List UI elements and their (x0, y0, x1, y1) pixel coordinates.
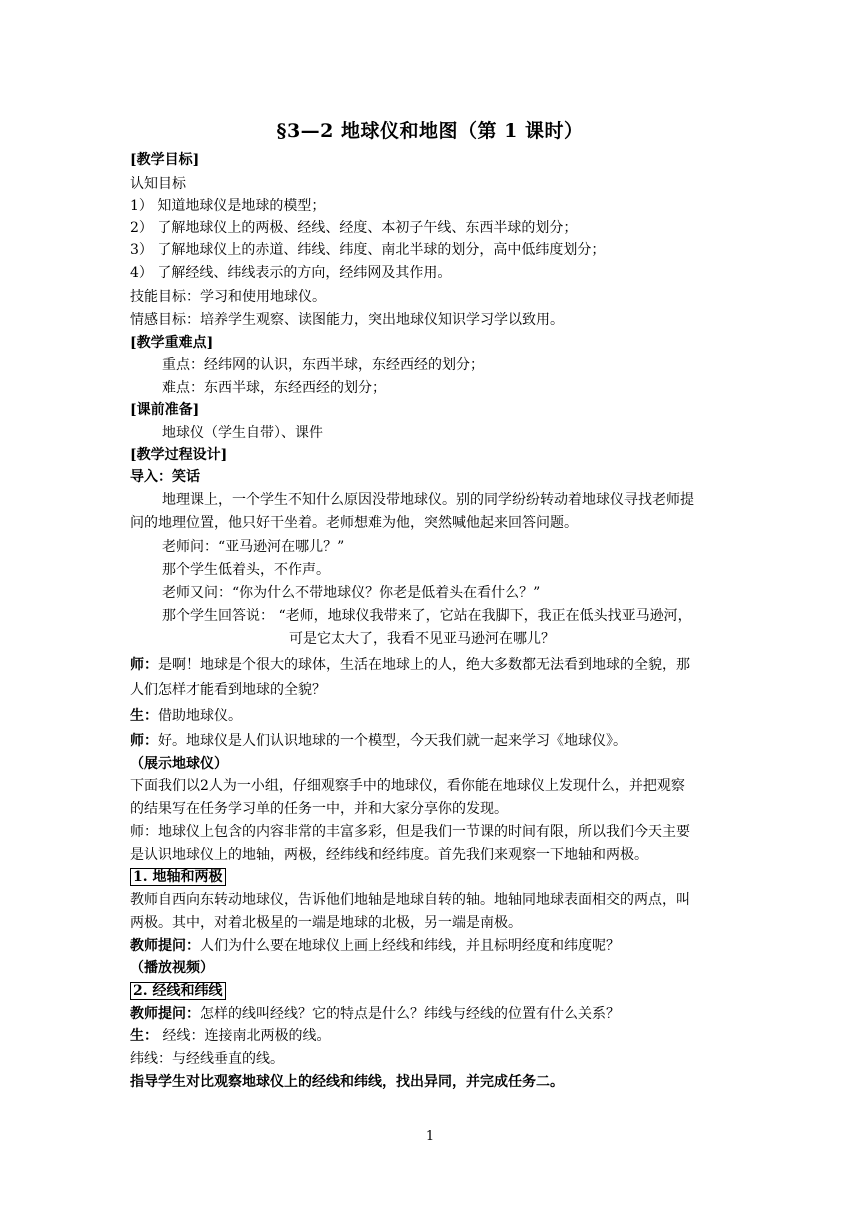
text-line: 教师自西向东转动地球仪，告诉他们地轴是地球自转的轴。地轴同地球表面相交的两点，叫 (130, 892, 690, 908)
text-line: 人们怎样才能看到地球的全貌？ (130, 682, 326, 698)
section-heading-process: [教学过程设计] (130, 447, 228, 463)
speech-text: 借助地球仪。 (158, 708, 242, 724)
text-line: 老师问：“亚马逊河在哪儿？” (162, 539, 345, 555)
text-line: 认知目标 (130, 176, 186, 192)
speaker-label: 师： (130, 733, 158, 749)
boxed-heading: 2. 经线和纬线 (130, 982, 226, 1000)
text-line (130, 731, 627, 751)
text-line: 1） 知道地球仪是地球的模型； (130, 198, 326, 214)
text-line: 是认识地球仪上的地轴，两极，经纬线和经纬度。首先我们来观察一下地轴和两极。 (130, 847, 648, 863)
text-line (130, 1026, 330, 1046)
text-line: 情感目标：培养学生观察、读图能力，突出地球仪知识学习学以致用。 (130, 312, 564, 328)
speaker-label: 教师提问： (130, 1006, 200, 1022)
text-line: 老师又问：“你为什么不带地球仪？你老是低着头在看什么？” (162, 585, 541, 601)
text-line: 下面我们以2人为一小组，仔细观察手中的地球仪，看你能在地球仪上发现什么，并把观察 (130, 778, 685, 794)
speech-text: 怎样的线叫经线？它的特点是什么？纬线与经线的位置有什么关系？ (200, 1006, 620, 1022)
speaker-label: 生： (130, 1028, 158, 1044)
text-line: 的结果写在任务学习单的任务一中，并和大家分享你的发现。 (130, 801, 508, 817)
text-line: 技能目标：学习和使用地球仪。 (130, 289, 326, 305)
speaker-label: 生： (130, 708, 158, 724)
text-line: 可是它太大了，我看不见亚马逊河在哪儿？ (289, 631, 555, 647)
boxed-heading: 1. 地轴和两极 (130, 868, 226, 886)
text-line (130, 1004, 620, 1024)
speaker-label: 教师提问： (130, 938, 200, 954)
page-number: 1 (425, 1129, 435, 1144)
stage-direction: （播放视频） (130, 960, 214, 976)
speech-text: 经线：连接南北两极的线。 (158, 1028, 331, 1044)
text-line: 那个学生回答说： “老师，地球仪我带来了，它站在我脚下，我正在低头找亚马逊河， (162, 608, 692, 624)
speech-text: 是啊！地球是个很大的球体，生活在地球上的人，绝大多数都无法看到地球的全貌，那 (158, 657, 690, 673)
subheading-intro: 导入：笑话 (130, 469, 200, 485)
speech-text: 好。地球仪是人们认识地球的一个模型，今天我们就一起来学习《地球仪》。 (158, 733, 627, 749)
page-title: §3—2 地球仪和地图（第 1 课时） (276, 120, 584, 142)
text-line: 地球仪（学生自带）、课件 (162, 425, 323, 441)
section-heading-preparation: [课前准备] (130, 402, 200, 418)
text-line: 纬线：与经线垂直的线。 (130, 1051, 284, 1067)
text-line: 3） 了解地球仪上的赤道、纬线、纬度、南北半球的划分，高中低纬度划分； (130, 242, 606, 258)
stage-direction: （展示地球仪） (130, 756, 228, 772)
text-line (130, 706, 242, 726)
section-heading-key-points: [教学重难点] (130, 335, 214, 351)
speaker-label: 师： (130, 657, 158, 673)
text-line: 师：地球仪上包含的内容非常的丰富多彩，但是我们一节课的时间有限，所以我们今天主要 (130, 824, 690, 840)
text-line: 重点：经纬网的认识，东西半球，东经西经的划分； (162, 357, 484, 373)
text-line: 4） 了解经线、纬线表示的方向，经纬网及其作用。 (130, 265, 452, 281)
text-line: 那个学生低着头，不作声。 (162, 562, 330, 578)
text-line: 两极。其中，对着北极星的一端是地球的北极，另一端是南极。 (130, 915, 522, 931)
text-line (130, 936, 620, 956)
text-line (130, 655, 690, 675)
text-line: 问的地理位置，他只好干坐着。老师想难为他，突然喊他起来回答问题。 (130, 515, 578, 531)
subheading-axis-poles (130, 867, 226, 887)
text-line: 难点：东西半球，东经西经的划分； (162, 380, 386, 396)
subheading-meridians-parallels (130, 981, 226, 1001)
text-line: 2） 了解地球仪上的两极、经线、经度、本初子午线、东西半球的划分； (130, 220, 578, 236)
speech-text: 人们为什么要在地球仪上画上经线和纬线，并且标明经度和纬度呢？ (200, 938, 620, 954)
instruction-line: 指导学生对比观察地球仪上的经线和纬线，找出异同，并完成任务二。 (130, 1074, 564, 1090)
section-heading-objectives: [教学目标] (130, 152, 200, 168)
text-line: 地理课上，一个学生不知什么原因没带地球仪。别的同学纷纷转动着地球仪寻找老师提 (162, 492, 694, 508)
